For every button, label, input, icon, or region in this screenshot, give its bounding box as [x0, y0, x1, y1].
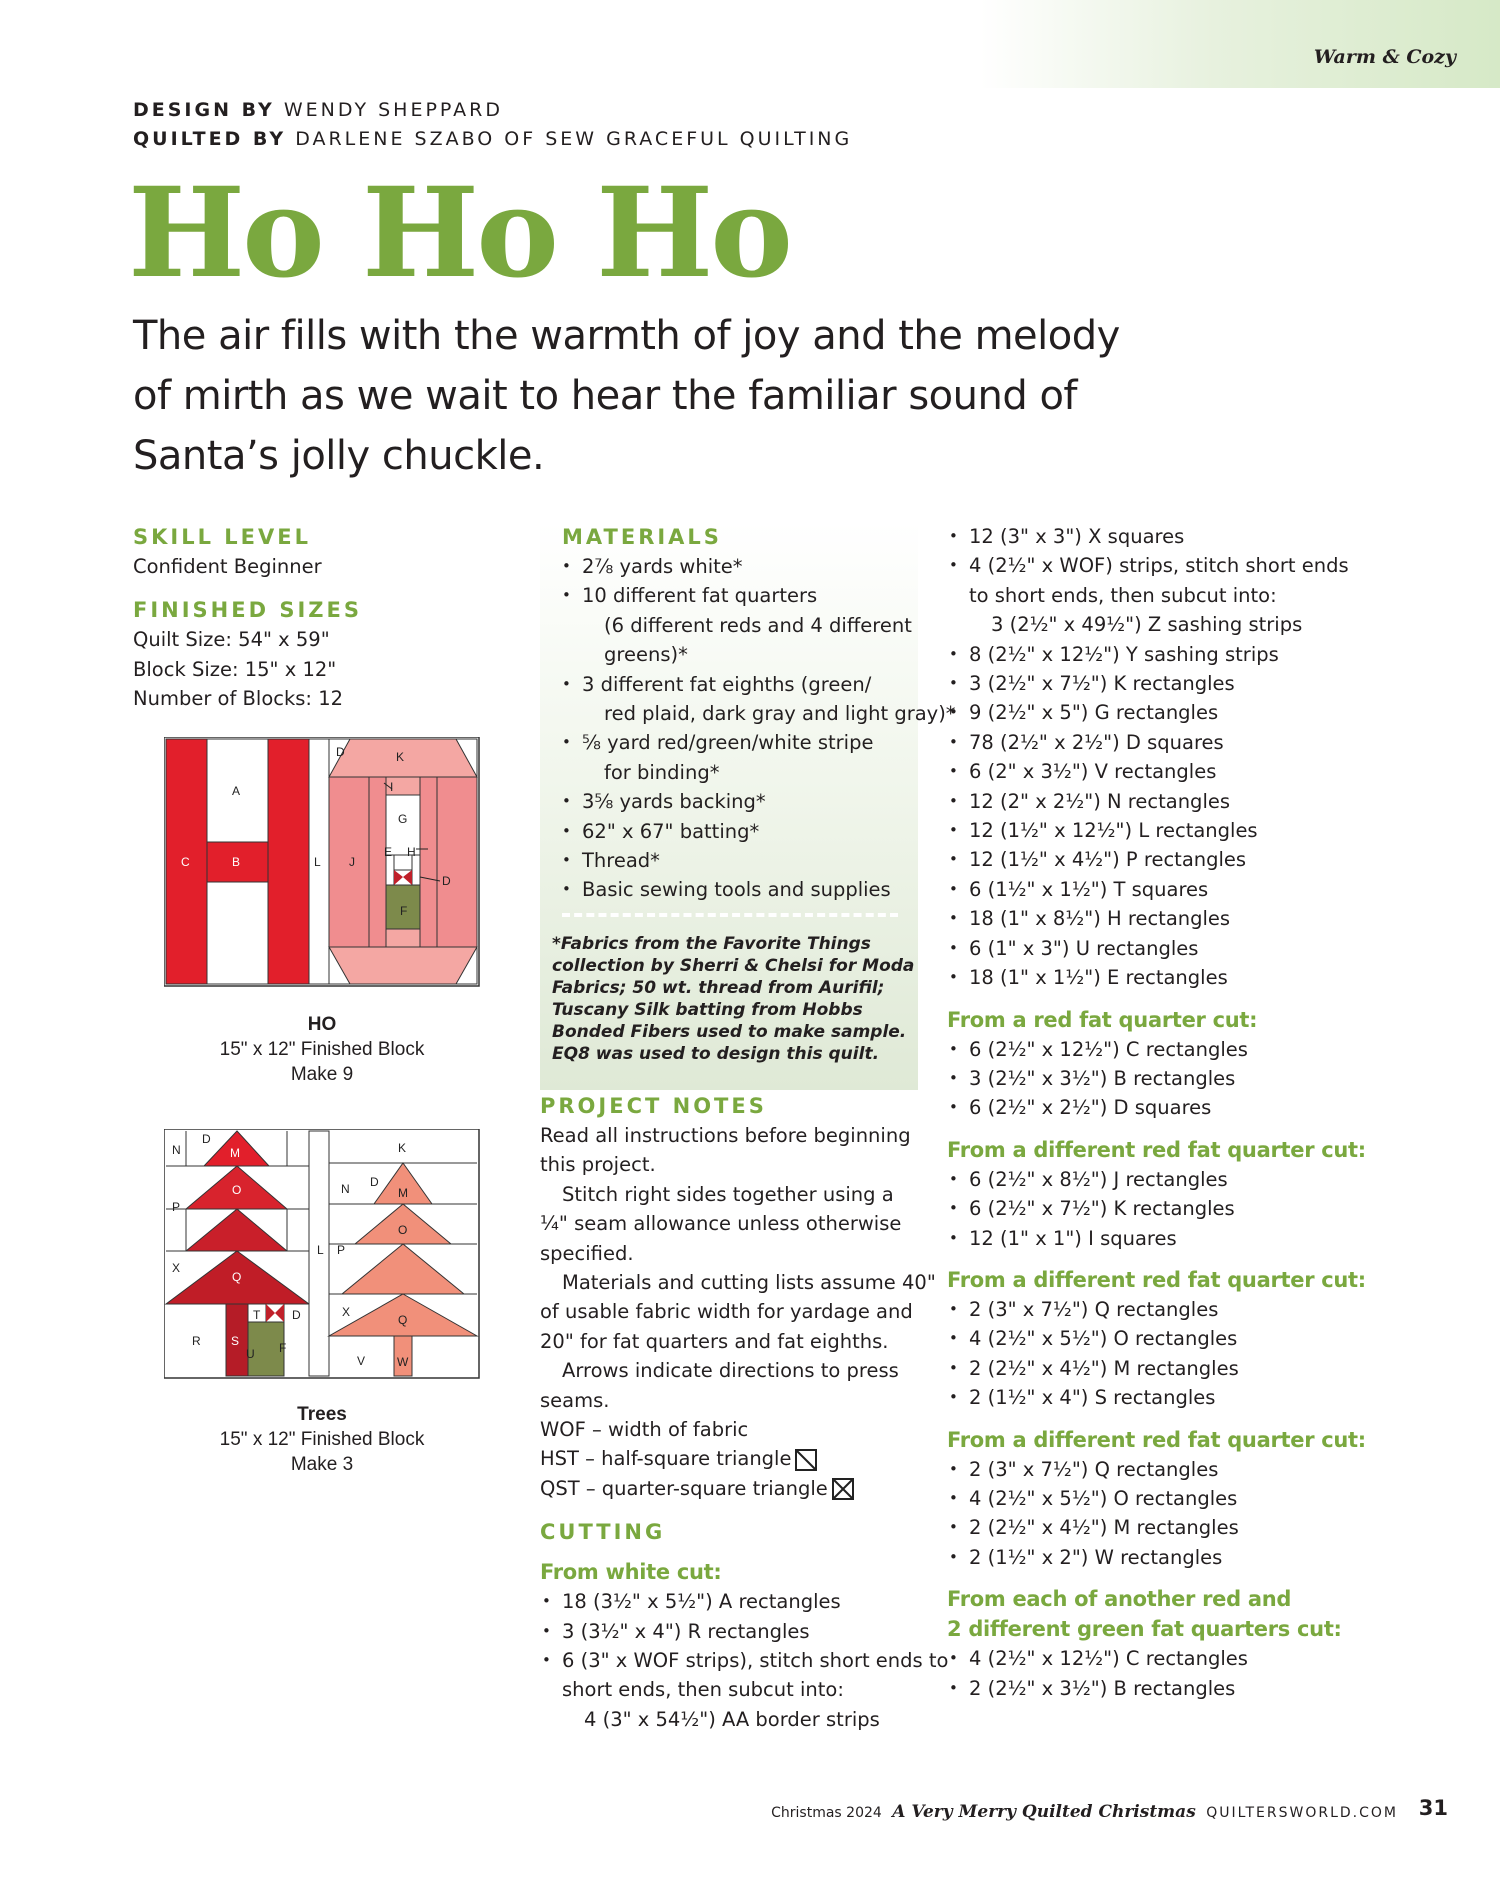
qst-definition: QST – quarter-square triangle	[540, 1474, 920, 1503]
size-line: Quilt Size: 54" x 59"	[133, 628, 330, 652]
label-s: S	[231, 1334, 240, 1348]
project-notes-heading: PROJECT NOTES	[540, 1093, 767, 1118]
list-item: • Thread*	[560, 846, 920, 875]
middle-column	[540, 522, 956, 1734]
list-item: • 2 (2½" x 4½") M rectangles	[947, 1513, 1377, 1542]
size-line: Number of Blocks: 12	[133, 687, 344, 711]
label-i: I	[390, 780, 394, 794]
hst-icon	[795, 1449, 817, 1471]
list-item: • 12 (1½" x 4½") P rectangles	[947, 845, 1377, 874]
design-label: DESIGN BY	[133, 99, 275, 121]
list-item: • 3 different fat eighths (green/ red plaid, dark gray and light gray)*	[560, 670, 920, 729]
cut-list	[947, 1035, 1377, 1123]
label-r: R	[192, 1334, 201, 1348]
label-f: F	[400, 904, 408, 918]
label-b: B	[232, 855, 241, 869]
trees-caption-make: Make 3	[290, 1454, 354, 1475]
trees-caption	[200, 1402, 444, 1477]
list-item: • 2 (2½" x 3½") B rectangles	[947, 1674, 1377, 1703]
quilted-name: DARLENE SZABO OF SEW GRACEFUL QUILTING	[295, 128, 853, 150]
label-v: V	[357, 1354, 366, 1368]
intro-line: of mirth as we wait to hear the familiar sound of	[133, 373, 1077, 419]
cut-list	[947, 1644, 1377, 1703]
list-item: • 3 (2½" x 7½") K rectangles	[947, 669, 1377, 698]
different-red-heading: From a different red fat quarter cut:	[947, 1267, 1366, 1292]
design-name: WENDY SHEPPARD	[283, 99, 503, 121]
cut-list	[947, 1455, 1377, 1573]
list-item: • 2 (2½" x 4½") M rectangles	[947, 1354, 1377, 1383]
list-item: • 6 (3" x WOF strips), stitch short ends to short ends, then subcut into: 4 (3" x 54½") AA border strips	[540, 1646, 920, 1734]
divider	[562, 913, 898, 917]
list-item: • 4 (2½" x 12½") C rectangles	[947, 1644, 1377, 1673]
label-o-second: O	[398, 1223, 408, 1237]
skill-heading: SKILL LEVEL	[133, 525, 311, 549]
label-a: A	[232, 784, 241, 798]
label-n: N	[172, 1143, 181, 1157]
list-item: • 18 (1" x 1½") E rectangles	[947, 963, 1377, 992]
red-and-green-heading: From each of another red and	[947, 1587, 1292, 1612]
wof-definition: WOF – width of fabric	[540, 1417, 749, 1441]
skill-value: Confident Beginner	[133, 555, 322, 578]
list-item: • 8 (2½" x 12½") Y sashing strips	[947, 640, 1377, 669]
trees-caption-size: 15" x 12" Finished Block	[219, 1429, 425, 1450]
label-m: M	[230, 1146, 240, 1160]
right-column	[947, 522, 1377, 1703]
ho-caption-make: Make 9	[290, 1064, 354, 1085]
cut-list	[947, 1295, 1377, 1413]
label-o: O	[232, 1183, 242, 1197]
label-g: G	[398, 812, 408, 826]
list-item: • 6 (2½" x 7½") K rectangles	[947, 1194, 1377, 1223]
list-item: • 12 (2" x 2½") N rectangles	[947, 787, 1377, 816]
footer-issue: Christmas 2024	[771, 1805, 882, 1821]
label-w: W	[397, 1355, 409, 1369]
label-n-second: N	[341, 1182, 350, 1196]
cutting-heading: CUTTING	[540, 1520, 666, 1545]
label-f: F	[279, 1341, 287, 1355]
label-l: L	[317, 1243, 324, 1257]
ho-caption	[200, 1012, 444, 1087]
ho-caption-size: 15" x 12" Finished Block	[219, 1039, 425, 1060]
list-item: • 18 (1" x 8½") H rectangles	[947, 904, 1377, 933]
list-item: • 12 (1½" x 12½") L rectangles	[947, 816, 1377, 845]
label-k: K	[396, 750, 405, 764]
list-item: • 78 (2½" x 2½") D squares	[947, 728, 1377, 757]
list-item: • Basic sewing tools and supplies	[560, 875, 920, 904]
list-item: • 6 (2½" x 2½") D squares	[947, 1093, 1377, 1122]
white-cut-list-continued	[947, 522, 1377, 993]
white-cut-heading: From white cut:	[540, 1560, 722, 1585]
label-l: L	[314, 855, 321, 869]
ho-caption-name: HO	[307, 1014, 337, 1035]
label-x: X	[172, 1261, 181, 1275]
project-notes-text: Read all instructions before beginning this project. Stitch right sides together using a ¼" seam allowance unless otherwise specified. Materials and cutting lists assume 40" of usable fabric width for yardage and 20" for fat quarters and fat eighths. Arrows indicate directions to press seams. WOF – width of fabric HST – half-square triangle QST – quarter-square triangle	[540, 1121, 920, 1503]
page-number: 31	[1418, 1796, 1448, 1820]
hst-definition: HST – half-square triangle	[540, 1444, 920, 1473]
list-item: • 2 (3" x 7½") Q rectangles	[947, 1295, 1377, 1324]
label-p-second: P	[337, 1243, 346, 1257]
list-item: • 4 (2½" x WOF) strips, stitch short ends to short ends, then subcut into: 3 (2½" x 49½") Z sashing strips	[947, 551, 1377, 639]
label-j: J	[349, 855, 355, 869]
label-d: D	[336, 745, 345, 759]
label-d-second: D	[292, 1308, 301, 1322]
list-item: • 4 (2½" x 5½") O rectangles	[947, 1324, 1377, 1353]
label-t: T	[253, 1308, 261, 1322]
list-item: • 6 (1½" x 1½") T squares	[947, 875, 1377, 904]
list-item: • ⅝ yard red/green/white stripe for binding*	[560, 728, 920, 787]
trees-block-diagram	[164, 1129, 480, 1379]
label-u: U	[246, 1347, 255, 1361]
list-item: • 6 (2" x 3½") V rectangles	[947, 757, 1377, 786]
materials-note: *Fabrics from the Favorite Things collection by Sherri & Chelsi for Moda Fabrics; 50 wt. thread from Aurifil; Tuscany Silk batting from Hobbs Bonded Fibers used to make sample. EQ8 was used to design this quilt.	[552, 933, 915, 1064]
red-fat-quarter-heading: From a red fat quarter cut:	[947, 1007, 1258, 1032]
list-item: • 2 (3" x 7½") Q rectangles	[947, 1455, 1377, 1484]
list-item: • 10 different fat quarters (6 different reds and 4 different greens)*	[560, 581, 920, 669]
list-item: • 9 (2½" x 5") G rectangles	[947, 698, 1377, 727]
label-p: P	[172, 1200, 181, 1214]
label-k: K	[398, 1141, 407, 1155]
credits	[133, 96, 852, 154]
footer-magazine: A Very Merry Quilted Christmas	[892, 1802, 1196, 1822]
list-item: • 3 (3½" x 4") R rectangles	[540, 1617, 920, 1646]
red-and-green-heading: 2 different green fat quarters cut:	[947, 1617, 1342, 1642]
label-m-second: M	[398, 1186, 408, 1200]
intro-line: The air fills with the warmth of joy and the melody	[133, 313, 1120, 359]
label-d-second: D	[442, 874, 451, 888]
label-d: D	[202, 1132, 211, 1146]
trees-caption-name: Trees	[297, 1404, 347, 1425]
white-cut-list	[540, 1587, 949, 1734]
section-tag: Warm & Cozy	[1313, 46, 1456, 68]
label-d-third: D	[370, 1175, 379, 1189]
label-e: E	[384, 845, 393, 859]
intro-text	[133, 306, 1173, 486]
list-item: • 2⅞ yards white*	[560, 552, 920, 581]
materials-list	[560, 552, 956, 905]
list-item: • 62" x 67" batting*	[560, 817, 920, 846]
corner-band	[980, 0, 1500, 88]
list-item: • 6 (2½" x 12½") C rectangles	[947, 1035, 1377, 1064]
label-x-second: X	[342, 1305, 351, 1319]
list-item: • 6 (2½" x 8½") J rectangles	[947, 1165, 1377, 1194]
sizes-heading: FINISHED SIZES	[133, 598, 362, 623]
list-item: • 6 (1" x 3") U rectangles	[947, 934, 1377, 963]
label-q: Q	[232, 1270, 242, 1284]
list-item: • 2 (1½" x 4") S rectangles	[947, 1383, 1377, 1412]
intro-line: Santa’s jolly chuckle.	[133, 433, 545, 479]
different-red-heading: From a different red fat quarter cut:	[947, 1427, 1366, 1452]
footer	[771, 1802, 1398, 1822]
cut-list	[947, 1165, 1377, 1253]
label-h: H	[407, 845, 416, 859]
label-c: C	[181, 855, 190, 869]
quilted-label: QUILTED BY	[133, 128, 287, 150]
label-q-second: Q	[398, 1313, 408, 1327]
list-item: • 2 (1½" x 2") W rectangles	[947, 1543, 1377, 1572]
list-item: • 12 (1" x 1") I squares	[947, 1224, 1377, 1253]
qst-icon	[832, 1478, 854, 1500]
ho-block-diagram	[164, 737, 480, 987]
list-item: • 18 (3½" x 5½") A rectangles	[540, 1587, 920, 1616]
materials-heading: MATERIALS	[562, 525, 722, 549]
list-item: • 3 (2½" x 3½") B rectangles	[947, 1064, 1377, 1093]
footer-site-link[interactable]: QUILTERSWORLD.COM	[1206, 1805, 1398, 1821]
list-item: • 4 (2½" x 5½") O rectangles	[947, 1484, 1377, 1513]
list-item: • 12 (3" x 3") X squares	[947, 522, 1377, 551]
left-column	[133, 522, 503, 714]
size-line: Block Size: 15" x 12"	[133, 657, 337, 681]
page-title: Ho Ho Ho	[128, 161, 790, 306]
different-red-heading: From a different red fat quarter cut:	[947, 1137, 1366, 1162]
list-item: • 3⅝ yards backing*	[560, 787, 920, 816]
